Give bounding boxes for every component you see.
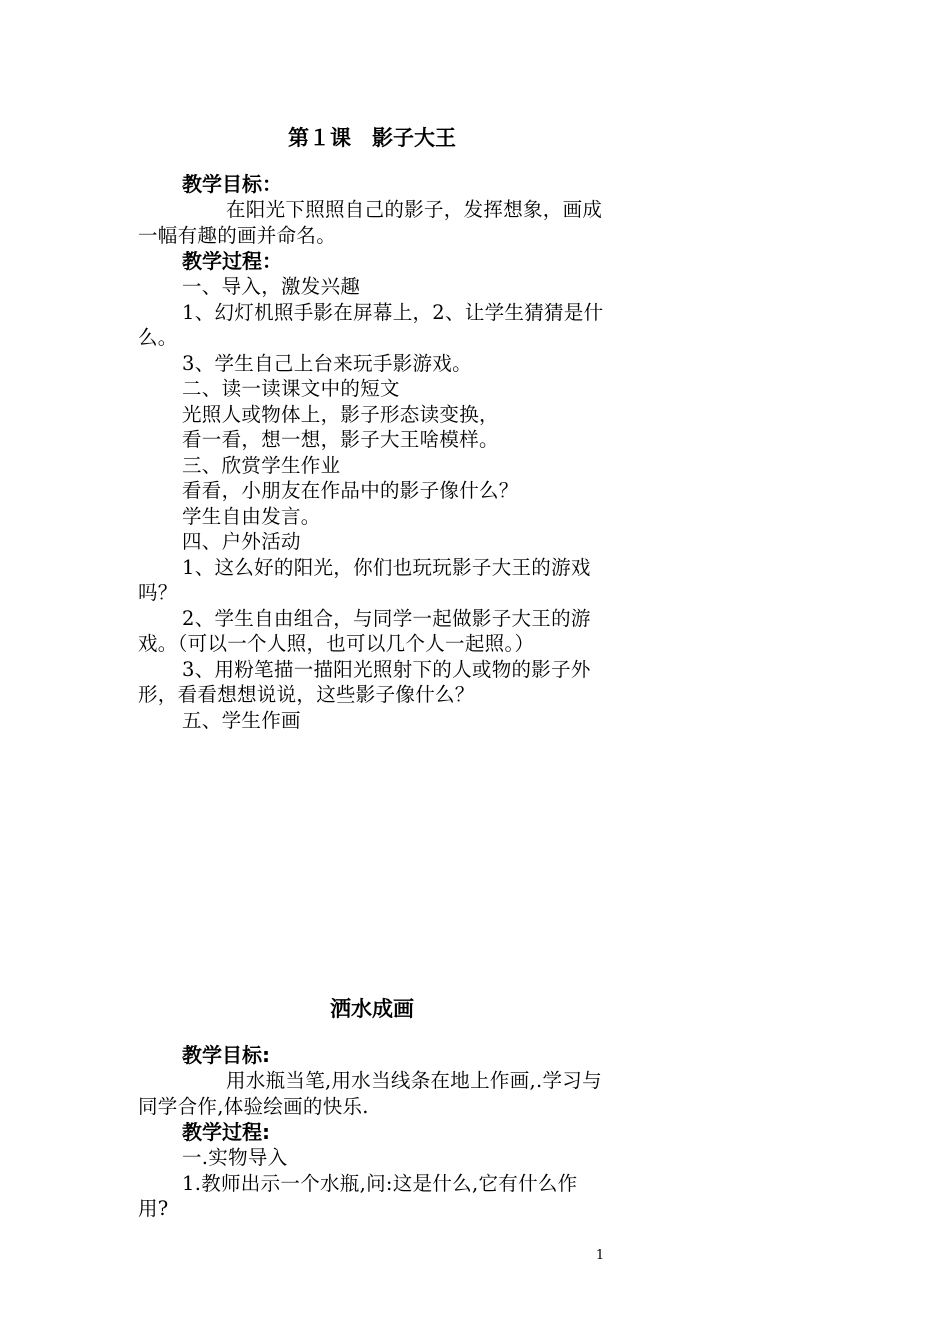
- lesson-1-goal-heading: 教学目标：: [182, 172, 282, 196]
- lesson-1-goal-text: 在阳光下照照自己的影子，发挥想象，画成一幅有趣的画并命名。: [138, 198, 603, 247]
- lesson-2-goal-text: 用水瓶当笔,用水当线条在地上作画,.学习与同学合作,体验绘画的快乐.: [138, 1069, 602, 1118]
- lesson-2-line: 1.教师出示一个水瓶,问:这是什么,它有什么作用?: [138, 1171, 578, 1220]
- lesson-1-line: 2、学生自由组合，与同学一起做影子大王的游戏。（可以一个人照，也可以几个人一起照。）: [138, 606, 591, 655]
- lesson-1-line: 一、导入，激发兴趣: [182, 275, 361, 298]
- lesson-1-line: 二、读一读课文中的短文: [182, 377, 400, 400]
- lesson-2-section: [138, 995, 606, 1222]
- lesson-1-section: [138, 124, 606, 733]
- lesson-1-line: 1、幻灯机照手影在屏幕上，2、让学生猜猜是什么。: [138, 300, 604, 349]
- lesson-1-title: 第１课 影子大王: [288, 126, 456, 150]
- lesson-1-line: 五、学生作画: [182, 708, 301, 732]
- lesson-1-line: 看看，小朋友在作品中的影子像什么？: [182, 479, 519, 502]
- lesson-2-process-heading: 教学过程:: [182, 1120, 270, 1144]
- lesson-1-line: 三、欣赏学生作业: [182, 453, 341, 477]
- lesson-1-line: 3、用粉笔描一描阳光照射下的人或物的影子外形，看看想想说说，这些影子像什么？: [138, 657, 591, 706]
- lesson-1-line: 看一看，想一想，影子大王啥模样。: [182, 428, 499, 451]
- lesson-2-goal-heading: 教学目标:: [182, 1043, 270, 1067]
- lesson-1-line: 光照人或物体上，影子形态读变换，: [182, 402, 499, 426]
- lesson-1-line: 3、学生自己上台来玩手影游戏。: [182, 351, 472, 375]
- lesson-1-line: 1、这么好的阳光，你们也玩玩影子大王的游戏吗？: [138, 555, 591, 604]
- lesson-1-process-heading: 教学过程：: [182, 249, 282, 273]
- lesson-1-line: 学生自由发言。: [182, 504, 321, 528]
- page-number: 1: [595, 1248, 605, 1263]
- lesson-2-title: 洒水成画: [330, 997, 414, 1021]
- lesson-1-line: 四、户外活动: [182, 530, 301, 553]
- lesson-2-line: 一.实物导入: [182, 1146, 288, 1169]
